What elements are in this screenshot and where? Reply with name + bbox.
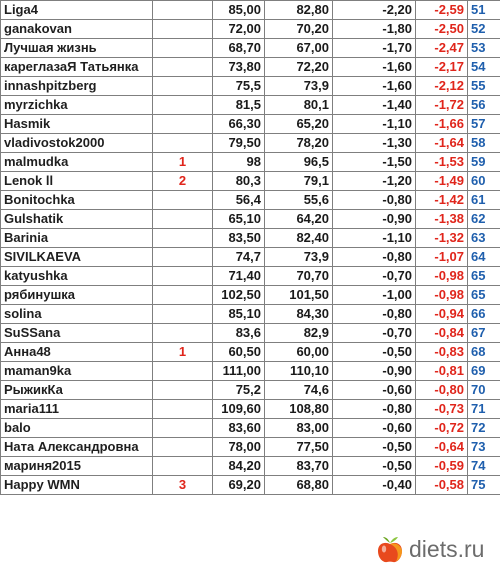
week-marker: 3 <box>153 476 213 495</box>
table-row <box>1 20 500 39</box>
weight-change: -0,80 <box>333 400 416 419</box>
current-weight: 72,20 <box>265 58 333 77</box>
percent-change: -2,47 <box>416 39 468 58</box>
participant-name: Ната Александровна <box>1 438 153 457</box>
weight-change: -1,00 <box>333 286 416 305</box>
table-row <box>1 419 500 438</box>
week-marker: 2 <box>153 172 213 191</box>
current-weight: 83,70 <box>265 457 333 476</box>
participant-name: innashpitzberg <box>1 77 153 96</box>
percent-change: -0,59 <box>416 457 468 476</box>
table-row <box>1 134 500 153</box>
participant-name: malmudka <box>1 153 153 172</box>
current-weight: 108,80 <box>265 400 333 419</box>
start-weight: 102,50 <box>213 286 265 305</box>
weight-change: -0,80 <box>333 248 416 267</box>
current-weight: 78,20 <box>265 134 333 153</box>
current-weight: 73,9 <box>265 248 333 267</box>
percent-change: -0,80 <box>416 381 468 400</box>
logo-brand: diets <box>409 535 458 562</box>
participant-name: solina <box>1 305 153 324</box>
start-weight: 85,10 <box>213 305 265 324</box>
start-weight: 85,00 <box>213 1 265 20</box>
weight-change: -1,80 <box>333 20 416 39</box>
start-weight: 71,40 <box>213 267 265 286</box>
current-weight: 64,20 <box>265 210 333 229</box>
rank-number: 70 <box>468 381 500 400</box>
participant-name: Анна48 <box>1 343 153 362</box>
weight-change: -1,20 <box>333 172 416 191</box>
current-weight: 70,20 <box>265 20 333 39</box>
weight-change: -0,80 <box>333 191 416 210</box>
start-weight: 81,5 <box>213 96 265 115</box>
rank-number: 74 <box>468 457 500 476</box>
weight-change: -1,70 <box>333 39 416 58</box>
percent-change: -1,64 <box>416 134 468 153</box>
weight-change: -1,60 <box>333 58 416 77</box>
weight-change: -0,80 <box>333 305 416 324</box>
weight-change: -1,10 <box>333 229 416 248</box>
rank-number: 51 <box>468 1 500 20</box>
week-marker: 1 <box>153 343 213 362</box>
percent-change: -0,83 <box>416 343 468 362</box>
week-marker <box>153 96 213 115</box>
current-weight: 74,6 <box>265 381 333 400</box>
percent-change: -1,53 <box>416 153 468 172</box>
current-weight: 82,80 <box>265 1 333 20</box>
participant-name: Happy WMN <box>1 476 153 495</box>
week-marker <box>153 438 213 457</box>
table-row <box>1 457 500 476</box>
percent-change: -0,84 <box>416 324 468 343</box>
rank-number: 71 <box>468 400 500 419</box>
weight-change: -0,70 <box>333 267 416 286</box>
current-weight: 84,30 <box>265 305 333 324</box>
table-row <box>1 39 500 58</box>
week-marker <box>153 305 213 324</box>
week-marker <box>153 286 213 305</box>
start-weight: 74,7 <box>213 248 265 267</box>
table-row <box>1 324 500 343</box>
week-marker <box>153 191 213 210</box>
start-weight: 56,4 <box>213 191 265 210</box>
percent-change: -1,07 <box>416 248 468 267</box>
participant-name: рябинушка <box>1 286 153 305</box>
rank-number: 72 <box>468 419 500 438</box>
start-weight: 79,50 <box>213 134 265 153</box>
weight-change: -0,60 <box>333 381 416 400</box>
rank-number: 63 <box>468 229 500 248</box>
participant-name: maria111 <box>1 400 153 419</box>
week-marker <box>153 115 213 134</box>
current-weight: 77,50 <box>265 438 333 457</box>
week-marker <box>153 324 213 343</box>
current-weight: 82,40 <box>265 229 333 248</box>
participant-name: Hasmik <box>1 115 153 134</box>
percent-change: -1,32 <box>416 229 468 248</box>
rank-number: 64 <box>468 248 500 267</box>
rank-number: 69 <box>468 362 500 381</box>
start-weight: 83,60 <box>213 419 265 438</box>
table-row <box>1 343 500 362</box>
rank-number: 75 <box>468 476 500 495</box>
weight-change: -1,30 <box>333 134 416 153</box>
week-marker <box>153 381 213 400</box>
rank-number: 68 <box>468 343 500 362</box>
week-marker <box>153 248 213 267</box>
participant-name: РыжикКа <box>1 381 153 400</box>
participant-name: мариня2015 <box>1 457 153 476</box>
rank-number: 65 <box>468 286 500 305</box>
weight-change: -0,90 <box>333 210 416 229</box>
rank-number: 52 <box>468 20 500 39</box>
week-marker <box>153 362 213 381</box>
percent-change: -1,38 <box>416 210 468 229</box>
weight-change: -0,50 <box>333 438 416 457</box>
week-marker <box>153 20 213 39</box>
rank-number: 53 <box>468 39 500 58</box>
table-row <box>1 438 500 457</box>
start-weight: 68,70 <box>213 39 265 58</box>
participant-name: кареглазаЯ Татьянка <box>1 58 153 77</box>
start-weight: 66,30 <box>213 115 265 134</box>
rank-number: 73 <box>468 438 500 457</box>
current-weight: 70,70 <box>265 267 333 286</box>
percent-change: -0,98 <box>416 286 468 305</box>
current-weight: 67,00 <box>265 39 333 58</box>
rank-number: 67 <box>468 324 500 343</box>
table-row <box>1 210 500 229</box>
weight-change: -2,20 <box>333 1 416 20</box>
week-marker <box>153 400 213 419</box>
participant-name: katyushka <box>1 267 153 286</box>
apple-icon <box>375 534 405 564</box>
rank-number: 56 <box>468 96 500 115</box>
participant-name: Bonitochka <box>1 191 153 210</box>
weight-change: -1,50 <box>333 153 416 172</box>
week-marker <box>153 267 213 286</box>
table-row <box>1 1 500 20</box>
percent-change: -1,49 <box>416 172 468 191</box>
weight-change: -1,60 <box>333 77 416 96</box>
participant-name: maman9ka <box>1 362 153 381</box>
participant-name: vladivostok2000 <box>1 134 153 153</box>
current-weight: 96,5 <box>265 153 333 172</box>
percent-change: -0,98 <box>416 267 468 286</box>
percent-change: -1,42 <box>416 191 468 210</box>
week-marker <box>153 1 213 20</box>
percent-change: -1,66 <box>416 115 468 134</box>
table-row <box>1 400 500 419</box>
weight-change: -0,90 <box>333 362 416 381</box>
current-weight: 80,1 <box>265 96 333 115</box>
percent-change: -0,73 <box>416 400 468 419</box>
table-row <box>1 267 500 286</box>
rank-number: 60 <box>468 172 500 191</box>
rank-number: 62 <box>468 210 500 229</box>
participant-name: Lenok ll <box>1 172 153 191</box>
start-weight: 60,50 <box>213 343 265 362</box>
percent-change: -0,72 <box>416 419 468 438</box>
percent-change: -0,81 <box>416 362 468 381</box>
current-weight: 83,00 <box>265 419 333 438</box>
weight-change: -0,50 <box>333 343 416 362</box>
start-weight: 72,00 <box>213 20 265 39</box>
percent-change: -0,94 <box>416 305 468 324</box>
table-row <box>1 362 500 381</box>
participant-name: ganakovan <box>1 20 153 39</box>
percent-change: -2,59 <box>416 1 468 20</box>
table-row <box>1 96 500 115</box>
logo-text <box>409 536 484 563</box>
table-row <box>1 381 500 400</box>
current-weight: 65,20 <box>265 115 333 134</box>
week-marker: 1 <box>153 153 213 172</box>
percent-change: -2,50 <box>416 20 468 39</box>
table-row <box>1 77 500 96</box>
table-row <box>1 286 500 305</box>
week-marker <box>153 210 213 229</box>
weight-change: -0,40 <box>333 476 416 495</box>
table-row <box>1 153 500 172</box>
table-body <box>1 1 500 495</box>
participant-name: Liga4 <box>1 1 153 20</box>
table-row <box>1 229 500 248</box>
participant-name: Лучшая жизнь <box>1 39 153 58</box>
start-weight: 98 <box>213 153 265 172</box>
week-marker <box>153 77 213 96</box>
rank-number: 59 <box>468 153 500 172</box>
start-weight: 83,50 <box>213 229 265 248</box>
week-marker <box>153 229 213 248</box>
start-weight: 84,20 <box>213 457 265 476</box>
current-weight: 101,50 <box>265 286 333 305</box>
start-weight: 69,20 <box>213 476 265 495</box>
start-weight: 109,60 <box>213 400 265 419</box>
percent-change: -1,72 <box>416 96 468 115</box>
start-weight: 83,6 <box>213 324 265 343</box>
percent-change: -2,17 <box>416 58 468 77</box>
percent-change: -0,58 <box>416 476 468 495</box>
table-row <box>1 191 500 210</box>
start-weight: 80,3 <box>213 172 265 191</box>
rank-number: 61 <box>468 191 500 210</box>
rank-number: 65 <box>468 267 500 286</box>
start-weight: 73,80 <box>213 58 265 77</box>
week-marker <box>153 39 213 58</box>
participant-name: SuSSana <box>1 324 153 343</box>
current-weight: 68,80 <box>265 476 333 495</box>
current-weight: 79,1 <box>265 172 333 191</box>
start-weight: 65,10 <box>213 210 265 229</box>
table-row <box>1 58 500 77</box>
table-row <box>1 476 500 495</box>
rank-number: 66 <box>468 305 500 324</box>
percent-change: -2,12 <box>416 77 468 96</box>
current-weight: 73,9 <box>265 77 333 96</box>
weight-change: -1,10 <box>333 115 416 134</box>
logo-tld: .ru <box>457 535 485 562</box>
table-row <box>1 248 500 267</box>
week-marker <box>153 134 213 153</box>
weight-change: -0,60 <box>333 419 416 438</box>
start-weight: 75,2 <box>213 381 265 400</box>
current-weight: 110,10 <box>265 362 333 381</box>
participant-name: balo <box>1 419 153 438</box>
participant-name: SIVILKAEVA <box>1 248 153 267</box>
participant-name: Barinia <box>1 229 153 248</box>
week-marker <box>153 419 213 438</box>
participant-name: myrzichka <box>1 96 153 115</box>
weight-change: -0,70 <box>333 324 416 343</box>
current-weight: 82,9 <box>265 324 333 343</box>
table-row <box>1 115 500 134</box>
start-weight: 75,5 <box>213 77 265 96</box>
diets-ru-watermark <box>375 534 484 564</box>
rank-number: 58 <box>468 134 500 153</box>
table-row <box>1 172 500 191</box>
participant-name: Gulshatik <box>1 210 153 229</box>
rank-number: 57 <box>468 115 500 134</box>
weight-change: -1,40 <box>333 96 416 115</box>
percent-change: -0,64 <box>416 438 468 457</box>
weight-change: -0,50 <box>333 457 416 476</box>
rank-number: 54 <box>468 58 500 77</box>
current-weight: 60,00 <box>265 343 333 362</box>
current-weight: 55,6 <box>265 191 333 210</box>
start-weight: 111,00 <box>213 362 265 381</box>
week-marker <box>153 58 213 77</box>
week-marker <box>153 457 213 476</box>
start-weight: 78,00 <box>213 438 265 457</box>
table-row <box>1 305 500 324</box>
rank-number: 55 <box>468 77 500 96</box>
